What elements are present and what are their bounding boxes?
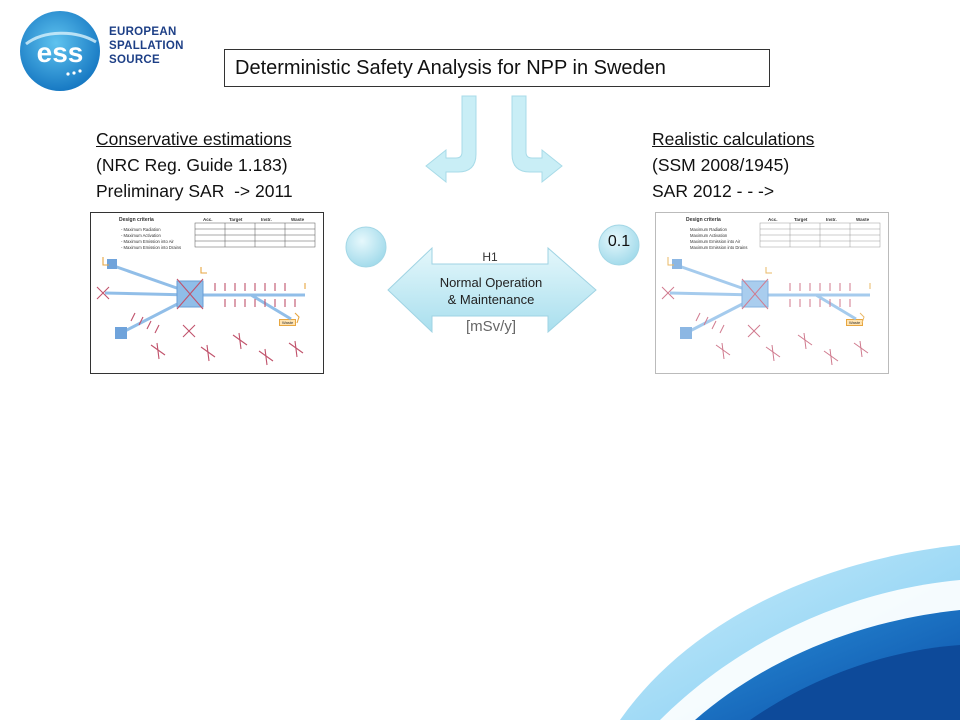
category-label-line1: Normal Operation [439,275,543,290]
right-column [652,126,912,204]
thumb-left-item: - Maximum Emission into Drains [121,245,182,250]
logo-text-line3: SOURCE [109,54,161,66]
thumb-left-item: - Maximum Emission into Air [121,239,174,244]
thumb-left-criteria: Design criteria [119,217,154,223]
left-column [96,126,356,204]
slide-title [224,49,770,87]
left-empty-circle [346,227,386,267]
unit-label: [mSv/y] [465,318,516,335]
category-label-line2: & Maintenance [447,292,535,307]
thumb-right-waste-tag: Waste [846,319,863,326]
arrow-left-icon [426,96,476,182]
left-line2: Preliminary SAR -> 2011 [96,181,293,201]
left-heading: Conservative estimations [96,129,292,149]
right-thumbnail [655,212,889,374]
logo-mark-text: ess [36,37,84,68]
value-circle-text: 0.1 [607,233,631,250]
thumb-left-col-acc: Acc. [203,217,213,222]
left-thumbnail [90,212,324,374]
thumb-left-col-instr: Instr. [261,217,272,222]
right-heading: Realistic calculations [652,129,815,149]
thumb-left-schematic [91,213,323,373]
decorative-swirl [600,470,960,720]
left-line1: (NRC Reg. Guide 1.183) [96,155,288,175]
category-label [416,274,566,308]
right-line2: SAR 2012 - - -> [652,181,775,201]
arrow-right-icon [512,96,562,182]
split-arrows [420,92,570,187]
thumb-left-waste-tag: Waste [279,319,296,326]
thumb-right-item: Maximum Activation [690,233,728,238]
ess-logo [14,8,194,94]
ess-logo-mark [14,8,106,94]
thumb-right-col-instr: Instr. [826,217,837,222]
thumb-left-col-target: Target [229,217,243,222]
slide-title-text: Deterministic Safety Analysis for NPP in Sweden [235,56,666,79]
thumb-right-item: Maximum Emission into Drains [690,245,748,250]
logo-text-line1: EUROPEAN [109,26,177,38]
thumb-right-criteria: Design criteria [686,217,721,223]
thumb-right-item: Maximum Emission into Air [690,239,741,244]
thumb-left-item: - Maximum Activation [121,233,161,238]
thumb-right-col-acc: Acc. [768,217,778,222]
right-line1: (SSM 2008/1945) [652,155,790,175]
thumb-left-item: - Maximum Radiation [121,227,161,232]
category-code-label: H1 [482,250,498,264]
thumb-right-item: Maximum Radiation [690,227,728,232]
thumb-right-col-target: Target [794,217,808,222]
thumb-right-schematic [656,213,888,373]
logo-text-line2: SPALLATION [109,40,184,52]
thumb-left-col-waste: Waste [291,217,305,222]
thumb-right-col-waste: Waste [856,217,870,222]
